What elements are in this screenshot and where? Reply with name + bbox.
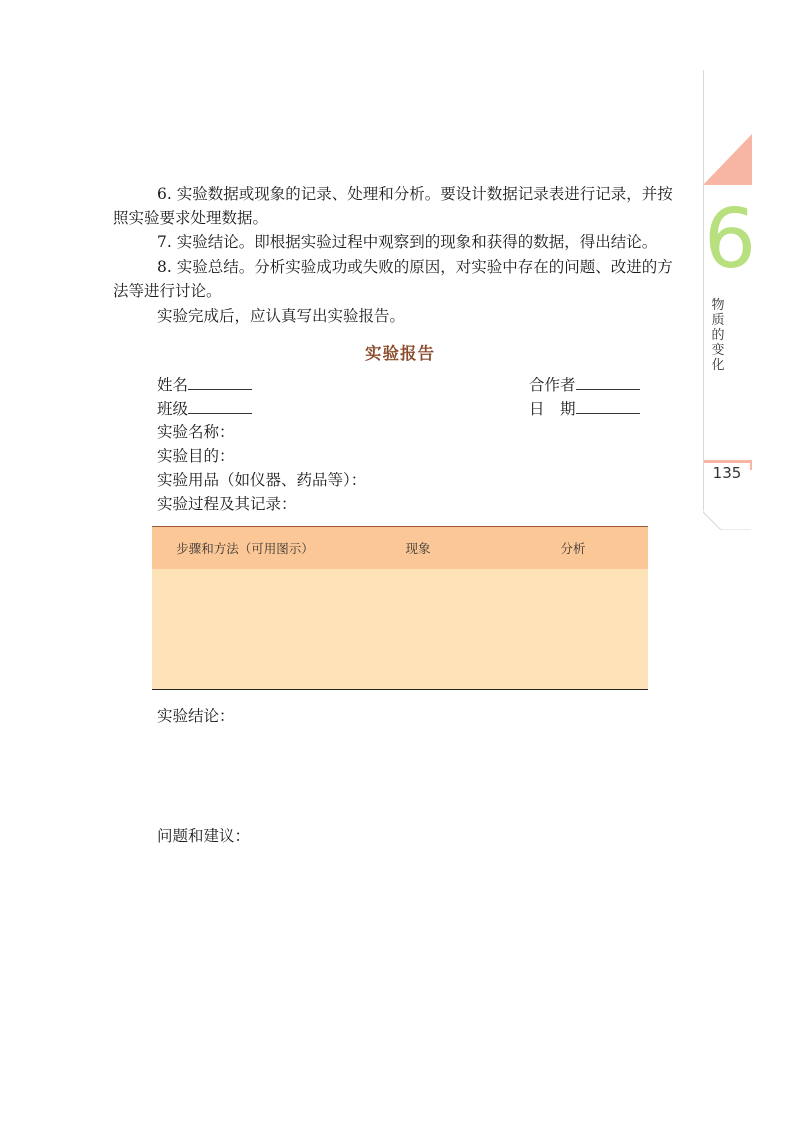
date-field	[529, 397, 640, 420]
chapter-title-char: 物	[711, 298, 725, 313]
date-label: 日 期	[529, 400, 576, 418]
class-blank[interactable]	[188, 397, 252, 414]
conclusion-label: 实验结论：	[157, 707, 235, 725]
paragraph-item-7: 7. 实验结论。即根据实验过程中观察到的现象和获得的数据，得出结论。	[157, 233, 658, 251]
date-blank[interactable]	[576, 397, 640, 414]
side-tab-triangle	[703, 134, 752, 185]
supplies-label: 实验用品（如仪器、药品等）：	[157, 471, 367, 489]
table-header-row	[152, 526, 648, 570]
experiment-name-label: 实验名称：	[157, 423, 235, 441]
chapter-title-char: 的	[711, 328, 725, 343]
process-label: 实验过程及其记录：	[157, 495, 297, 513]
class-label: 班级	[157, 400, 189, 418]
chapter-title-char: 质	[711, 313, 725, 328]
name-label: 姓名	[157, 376, 189, 394]
purpose-label: 实验目的：	[157, 447, 235, 465]
page-number: 135	[704, 463, 750, 483]
name-blank[interactable]	[188, 373, 252, 390]
chapter-number: 6	[704, 192, 757, 287]
table-header-steps: 步骤和方法（可用图示）	[176, 541, 314, 556]
partner-blank[interactable]	[576, 373, 640, 390]
partner-label: 合作者	[529, 376, 576, 394]
partner-field	[529, 373, 640, 396]
issues-label: 问题和建议：	[157, 827, 251, 845]
table-header-analysis: 分析	[560, 541, 586, 556]
paragraph-item-8: 8. 实验总结。分析实验成功或失败的原因，对实验中存在的问题、改进的方法等进行讨论。	[113, 258, 673, 300]
name-field	[157, 373, 252, 396]
table-body[interactable]	[152, 569, 648, 690]
paragraph-item-6: 6. 实验数据或现象的记录、处理和分析。要设计数据记录表进行记录，并按照实验要求处理数据。	[113, 185, 673, 227]
chapter-title-char: 化	[711, 358, 725, 373]
table-header-phenomenon: 现象	[405, 541, 431, 556]
chapter-title	[708, 298, 728, 373]
chapter-title-char: 变	[711, 343, 725, 358]
class-field	[157, 397, 252, 420]
report-title: 实验报告	[365, 344, 435, 363]
record-table	[152, 526, 648, 690]
paragraph-closing: 实验完成后，应认真写出实验报告。	[157, 307, 406, 325]
side-tab-corner	[703, 482, 751, 530]
